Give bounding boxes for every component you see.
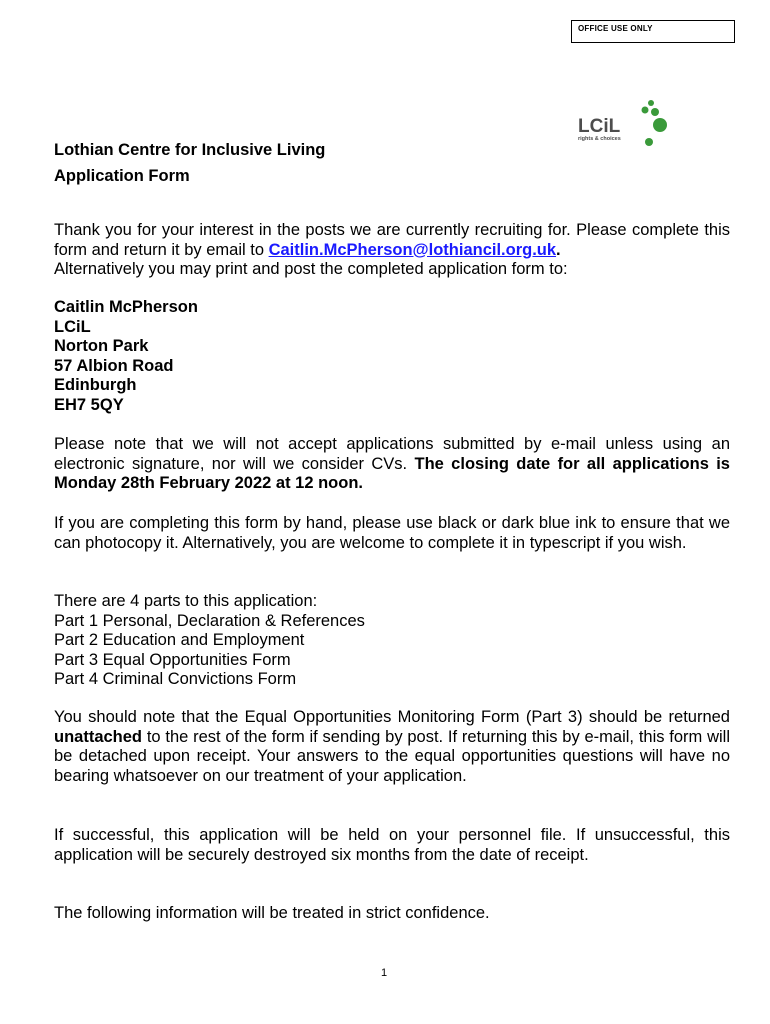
- logo-dot: [642, 107, 649, 114]
- intro-text: Thank you for your interest in the posts we are currently recruiting for. Please complete this form and return it by email to: [54, 221, 730, 259]
- logo-dot: [651, 108, 659, 116]
- page-number: 1: [381, 967, 388, 979]
- list-item: Part 2 Education and Employment: [54, 631, 305, 649]
- equal-ops-text: You should note that the Equal Opportunities Monitoring Form (Part 3) should be returned: [54, 708, 730, 726]
- org-name: Lothian Centre for Inclusive Living: [54, 141, 326, 159]
- confidence-paragraph: The following information will be treated in strict confidence.: [54, 904, 490, 922]
- address-line: Norton Park: [54, 337, 149, 355]
- logo-dot: [653, 118, 667, 132]
- address-line: 57 Albion Road: [54, 356, 174, 375]
- address-line: EH7 5QY: [54, 395, 124, 414]
- note-text: Please note that we will not accept applications submitted by e-mail unless using an electronic signature, nor will we consider CVs.: [54, 435, 730, 473]
- logo-tagline: rights & choices: [578, 136, 621, 142]
- intro-period: .: [556, 240, 561, 259]
- postal-address: [54, 298, 198, 415]
- parts-intro: There are 4 parts to this application:: [54, 592, 318, 610]
- ink-paragraph: If you are completing this form by hand, please use black or dark blue ink to ensure that we can photocopy it. Alternatively, you are welcome to complete it in typescript if you wish.: [54, 514, 730, 552]
- closing-date: The closing date for all applications is Monday 28th February 2022 at 12 noon.: [54, 454, 730, 492]
- office-use-box: [571, 20, 735, 43]
- email-link[interactable]: Caitlin.McPherson@lothiancil.org.uk: [268, 240, 557, 259]
- parts-list: [54, 592, 365, 690]
- success-paragraph: If successful, this application will be held on your personnel file. If unsuccessful, this application will be securely destroyed six months from the date of receipt.: [54, 826, 730, 864]
- logo-dot: [648, 100, 654, 106]
- lcil-logo: [576, 98, 672, 150]
- intro-line2: Alternatively you may print and post the completed application form to:: [54, 260, 568, 278]
- logo-dot: [645, 138, 653, 146]
- intro-paragraph: [54, 221, 730, 280]
- list-item: Part 1 Personal, Declaration & References: [54, 611, 365, 630]
- address-line: LCiL: [54, 317, 91, 336]
- list-item: Part 3 Equal Opportunities Form: [54, 650, 291, 669]
- list-item: Part 4 Criminal Convictions Form: [54, 670, 297, 688]
- address-line: Edinburgh: [54, 376, 137, 394]
- logo-wordmark: LCiL: [578, 116, 621, 137]
- equal-ops-text-rest: to the rest of the form if sending by post. If returning this by e-mail, this form will be detached upon receipt. Your answers to the equal opportunities questions will have no bearing whatsoever on our treatment of your application.: [54, 727, 730, 785]
- unattached-emphasis: unattached: [54, 727, 143, 746]
- equal-ops-paragraph: [54, 708, 730, 786]
- note-paragraph: [54, 435, 730, 494]
- office-use-label: OFFICE USE ONLY: [578, 24, 653, 33]
- form-title: Application Form: [54, 167, 190, 185]
- address-line: Caitlin McPherson: [54, 298, 198, 316]
